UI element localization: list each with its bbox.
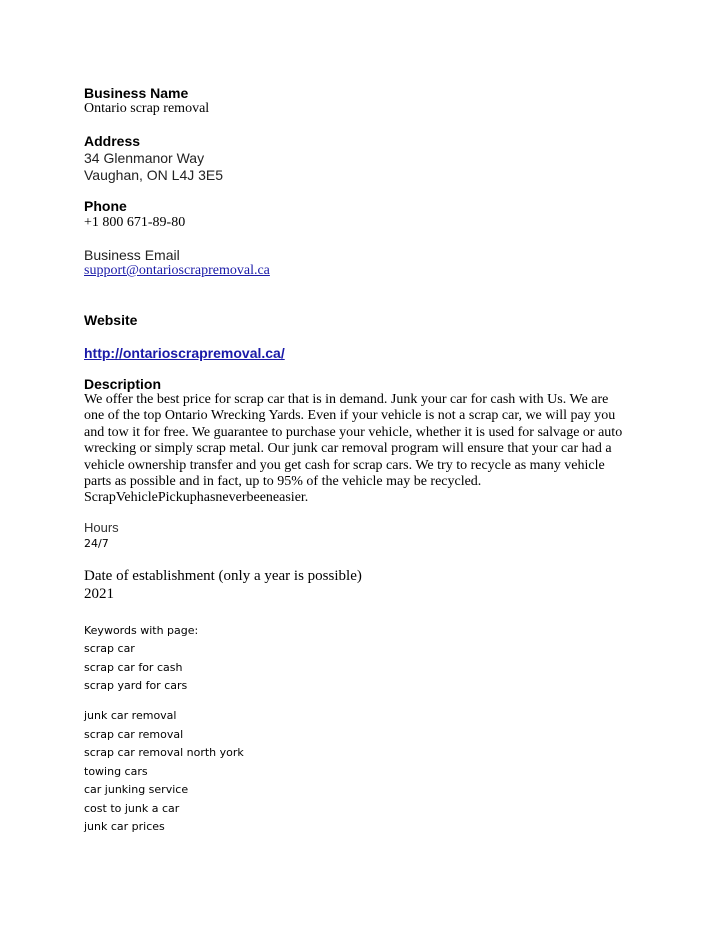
description-line: ScrapVehiclePickuphasneverbeeneasier.: [84, 490, 309, 506]
establishment-value: 2021: [84, 586, 114, 602]
keyword-item: scrap car removal: [84, 727, 184, 741]
keyword-item: scrap car for cash: [84, 660, 183, 674]
description-line: vehicle ownership transfer and you get cash for scrap cars. We try to recycle as many vehicle: [84, 457, 605, 473]
keyword-item: junk car prices: [84, 820, 165, 833]
description-line: one of the top Ontario Wrecking Yards. Even if your vehicle is not a scrap car, we will pay you: [84, 408, 616, 424]
keyword-item: car junking service: [84, 783, 189, 796]
phone-value: +1 800 671-89-80: [84, 215, 186, 230]
address-label: Address: [84, 133, 141, 149]
business-name-value: Ontario scrap removal: [84, 101, 210, 116]
keywords-group-2: [84, 707, 244, 837]
keyword-item: junk car removal: [84, 709, 177, 722]
hours-value: 24/7: [84, 537, 109, 550]
website-link[interactable]: http://ontarioscrapremoval.ca/: [84, 345, 285, 361]
hours-label: Hours: [84, 520, 119, 535]
description-line: wrecking or simply scrap metal. Our junk car removal program will ensure that your car had a: [84, 441, 612, 457]
keyword-item: scrap car removal north york: [84, 746, 244, 759]
description-line: parts as possible and in fact, up to 95% of the vehicle may be recycled.: [84, 474, 482, 490]
business-name-label: Business Name: [84, 85, 189, 101]
keywords-label: Keywords with page:: [84, 624, 199, 637]
description-line: and tow it for free. We guarantee to purchase your vehicle, whether it is used for salvage or auto: [84, 424, 623, 440]
description-text: [84, 392, 644, 507]
website-label: Website: [84, 312, 138, 328]
keywords-group-1: [84, 640, 187, 696]
address-line1: 34 Glenmanor Way: [84, 150, 205, 166]
description-label: Description: [84, 376, 162, 392]
establishment-label: Date of establishment (only a year is possible): [84, 568, 362, 584]
email-link[interactable]: support@ontarioscrapremoval.ca: [84, 263, 270, 278]
phone-label: Phone: [84, 198, 127, 214]
keyword-item: scrap yard for cars: [84, 679, 188, 692]
email-label: Business Email: [84, 247, 180, 263]
keyword-item: towing cars: [84, 764, 148, 778]
address-line2: Vaughan, ON L4J 3E5: [84, 167, 224, 183]
keyword-item: scrap car: [84, 642, 135, 655]
description-line: We offer the best price for scrap car that is in demand. Junk your car for cash with Us. We are: [84, 392, 609, 407]
keyword-item: cost to junk a car: [84, 801, 180, 815]
